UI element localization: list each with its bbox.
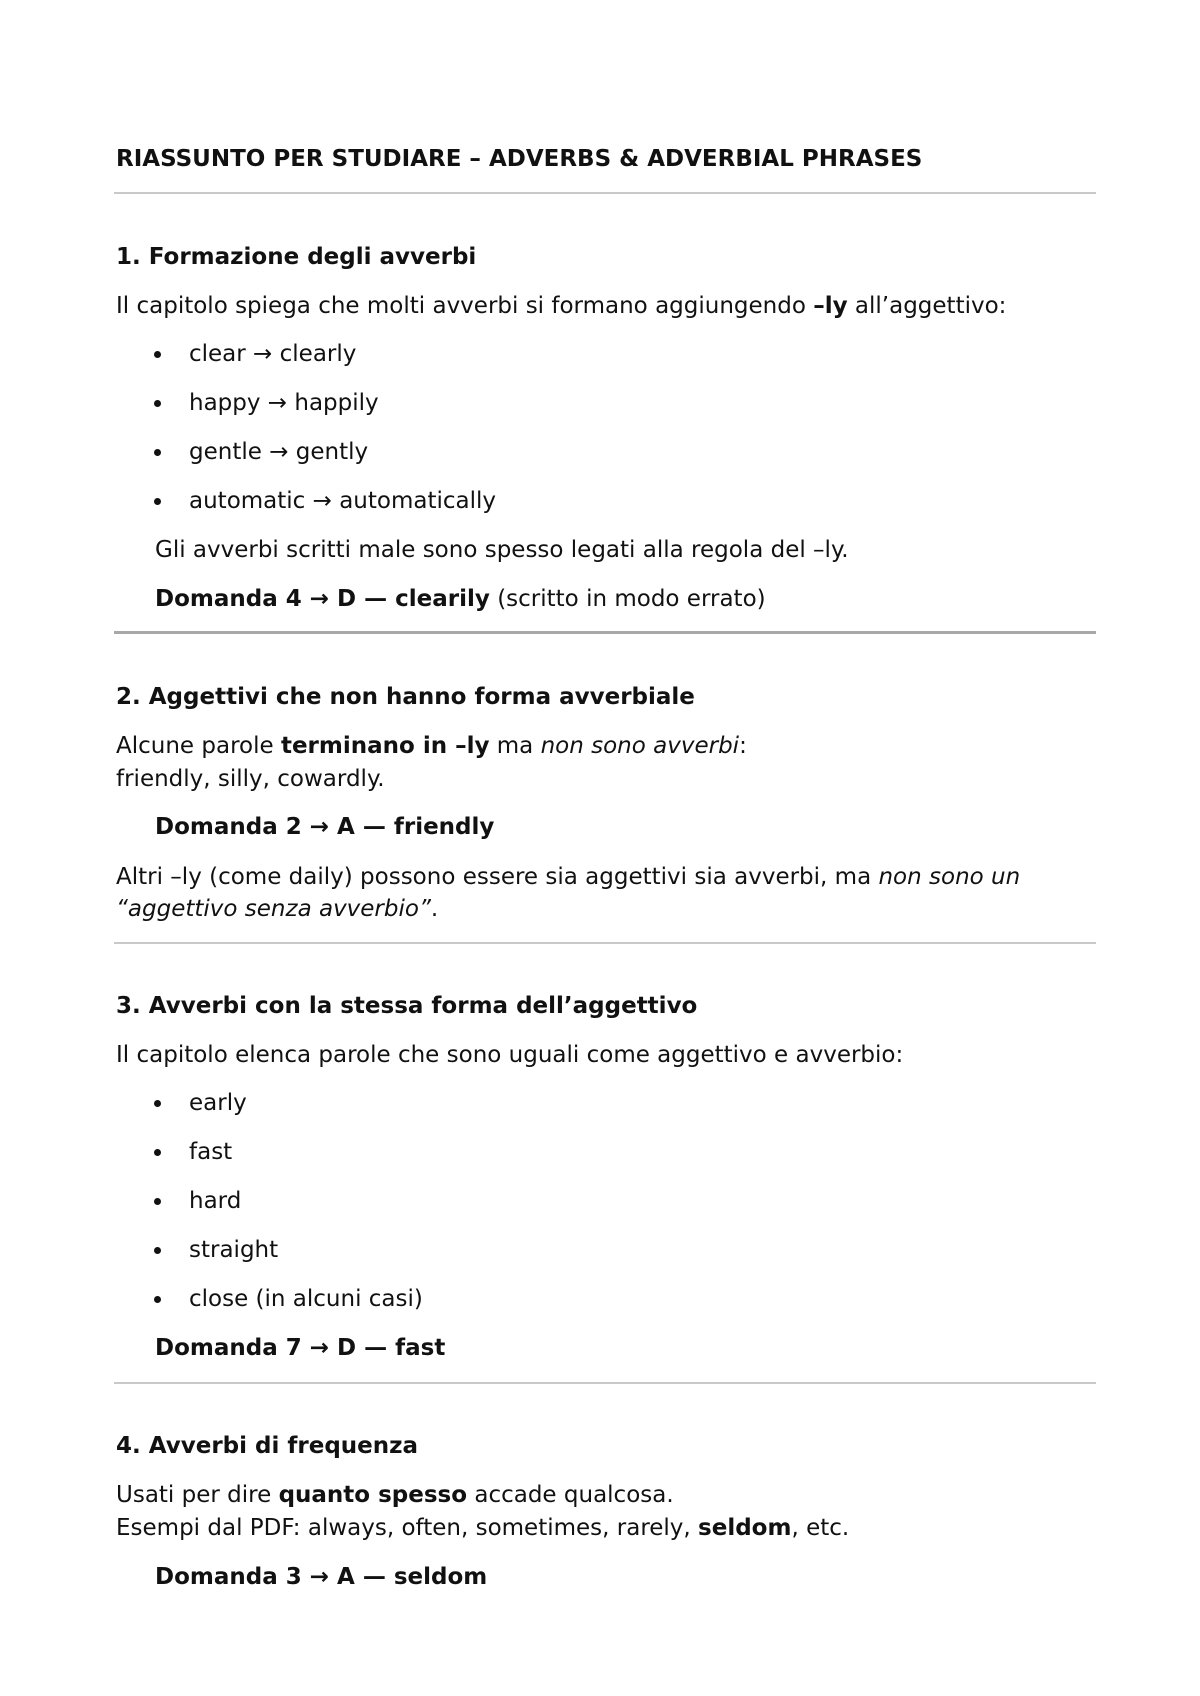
list-item: early xyxy=(189,1090,247,1116)
list-item: clear → clearly xyxy=(189,341,357,367)
section-2-para-line-2: “aggettivo senza avverbio”. xyxy=(116,896,439,922)
bullet-icon xyxy=(154,449,161,456)
section-4-answer: Domanda 3 → A — seldom xyxy=(155,1564,488,1590)
bullet-icon xyxy=(154,1149,161,1156)
divider xyxy=(114,942,1096,944)
section-4-line-2: Esempi dal PDF: always, often, sometimes, rarely, seldom, etc. xyxy=(116,1515,850,1541)
section-2-heading: 2. Aggettivi che non hanno forma avverbiale xyxy=(116,684,695,710)
bullet-icon xyxy=(154,498,161,505)
section-1-answer: Domanda 4 → D — clearily (scritto in modo errato) xyxy=(155,586,766,612)
section-3-heading: 3. Avverbi con la stessa forma dell’aggettivo xyxy=(116,993,698,1019)
section-2-line-2: friendly, silly, cowardly. xyxy=(116,766,385,792)
section-3-intro: Il capitolo elenca parole che sono uguali come aggettivo e avverbio: xyxy=(116,1042,904,1068)
divider xyxy=(114,1382,1096,1384)
bullet-icon xyxy=(154,1100,161,1107)
section-1-note: Gli avverbi scritti male sono spesso legati alla regola del –ly. xyxy=(155,537,849,563)
bullet-icon xyxy=(154,1198,161,1205)
section-2-para-line-1: Altri –ly (come daily) possono essere sia aggettivi sia avverbi, ma non sono un xyxy=(116,864,1021,890)
list-item: automatic → automatically xyxy=(189,488,497,514)
section-2-line-1: Alcune parole terminano in –ly ma non sono avverbi: xyxy=(116,733,747,759)
section-3-answer: Domanda 7 → D — fast xyxy=(155,1335,446,1361)
list-item: gentle → gently xyxy=(189,439,369,465)
document-title: RIASSUNTO PER STUDIARE – ADVERBS & ADVERBIAL PHRASES xyxy=(116,146,923,172)
list-item: close (in alcuni casi) xyxy=(189,1286,423,1312)
bullet-icon xyxy=(154,1247,161,1254)
section-1-intro: Il capitolo spiega che molti avverbi si formano aggiungendo –ly all’aggettivo: xyxy=(116,293,1007,319)
bullet-icon xyxy=(154,351,161,358)
list-item: fast xyxy=(189,1139,233,1165)
section-1-heading: 1. Formazione degli avverbi xyxy=(116,244,477,270)
section-4-line-1: Usati per dire quanto spesso accade qualcosa. xyxy=(116,1482,674,1508)
divider xyxy=(114,192,1096,194)
list-item: hard xyxy=(189,1188,242,1214)
bullet-icon xyxy=(154,1296,161,1303)
bullet-icon xyxy=(154,400,161,407)
divider xyxy=(114,631,1096,634)
section-4-heading: 4. Avverbi di frequenza xyxy=(116,1433,419,1459)
section-2-answer: Domanda 2 → A — friendly xyxy=(155,814,495,840)
list-item: straight xyxy=(189,1237,279,1263)
list-item: happy → happily xyxy=(189,390,379,416)
